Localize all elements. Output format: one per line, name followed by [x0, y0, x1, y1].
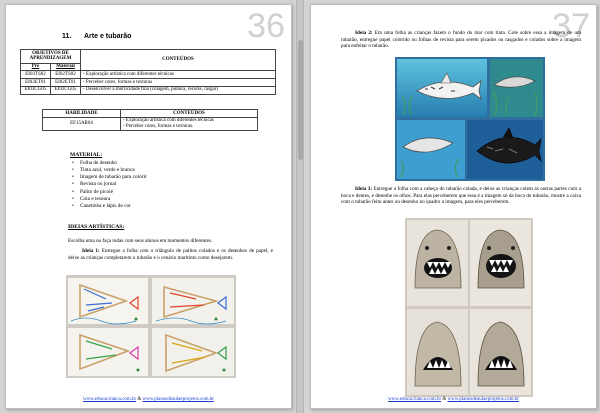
painted-sharks-image	[395, 57, 545, 181]
section-title-text: Arte e tubarão	[84, 33, 132, 40]
contents-header: CONTEÚDOS	[81, 50, 276, 71]
page-36	[5, 4, 292, 409]
material-title: MATERIAL:	[70, 152, 103, 158]
skill-code: EF15AR04	[43, 117, 121, 131]
material-header: Material	[51, 63, 81, 71]
skill-content-line: - Exploração artística com diferentes técnicas	[123, 118, 214, 124]
pre-header: Pré	[21, 63, 51, 71]
page-footer	[6, 397, 291, 402]
table-row	[21, 86, 276, 94]
list-item: • Cola e tesoura	[80, 196, 147, 203]
table-row	[43, 117, 258, 131]
idea-1-label: Ideia 1:	[82, 248, 100, 254]
idea-2-text: Em uma folha as crianças fazem o fundo do mar com tinta. Cole sobre essa a imagem de um tubarão, entregue papel colorido ou folhas de revista para serem picados ou rasgados e colados sobre a imagem para enfeitar o tubarão.	[341, 30, 582, 49]
list-item: • Imagem de tubarão para colorir	[80, 174, 147, 181]
footer-link-educacrianca[interactable]: www.educacrianca.com.br	[388, 397, 442, 402]
footer-link-planosdeaula[interactable]: www.planosdeaulaeprojetos.com.br	[447, 397, 519, 402]
idea-3-photo	[405, 218, 533, 397]
list-item: • Palito de picolé	[80, 189, 147, 196]
page-37	[310, 4, 597, 409]
table-cell: - Perceber cores, formas e texturas	[81, 79, 276, 87]
skill-contents	[121, 117, 258, 131]
section-number: 11.	[62, 33, 72, 40]
skill-content-line: - Perceber cores, formas e texturas.	[123, 124, 194, 129]
idea-2-photo	[395, 57, 545, 181]
footer-link-educacrianca[interactable]: www.educacrianca.com.br	[83, 397, 137, 402]
table-row	[21, 79, 276, 87]
idea-3-paragraph	[341, 186, 581, 206]
section-title	[62, 33, 131, 40]
ideas-title: IDEIAS ARTÍSTICAS:	[68, 224, 125, 230]
table-cell: EI03TS02	[21, 71, 51, 79]
table-cell: EI02ET01	[51, 79, 81, 87]
table-cell: EI03CG05	[21, 86, 51, 94]
idea-3-label: Ideia 3:	[355, 186, 373, 192]
idea-1-text: Entregue a folha com o triângulo de palitos colados e os desenhos de papel, e deixe as crianças completarem o tubarão e o cenário marítimo como desejarem.	[68, 248, 273, 261]
list-item: • Canetinha e lápis de cor	[80, 203, 147, 210]
page-number: 37	[552, 7, 590, 45]
list-item: • Tinta azul, verde e branca	[80, 167, 147, 174]
list-item: • Revista ou jornal	[80, 181, 147, 188]
intro-text: Escolha uma ou faça todas com seus alunos em momentos diferentes.	[68, 238, 213, 244]
table-cell: EI03ET01	[21, 79, 51, 87]
table-cell: - Desenvolver a motricidade fina (colagem, pintura, recorte, rasgar)	[81, 86, 276, 94]
objectives-table	[20, 49, 276, 95]
table-cell: EI02TS02	[51, 71, 81, 79]
material-list	[70, 160, 147, 211]
shark-artworks-image	[66, 275, 236, 378]
table-cell: EI02CG05	[51, 86, 81, 94]
idea-1-paragraph	[68, 248, 273, 261]
material-section	[70, 152, 147, 211]
footer-separator: &	[137, 397, 142, 402]
footer-link-planosdeaula[interactable]: www.planosdeaulaeprojetos.com.br	[142, 397, 214, 402]
list-item: • Folha de desenho	[80, 160, 147, 167]
idea-2-paragraph	[341, 30, 581, 50]
table-row	[21, 71, 276, 79]
idea-1-photo	[66, 275, 236, 378]
footer-separator: &	[442, 397, 447, 402]
skill-contents-header: CONTEÚDOS	[121, 110, 258, 118]
viewer-scrollbar[interactable]	[296, 0, 304, 413]
idea-2-label: Ideia 2:	[355, 30, 373, 36]
idea-3-text: Entregue a folha com a cabeça do tubarão colada, e deixe as crianças colem as outras partes com a boca e dentes, e desenhe os olhos. Para elas perceberem que essa é a imagem só da boca do tubarão, mostre a caixa com o tubarão feito antes ou desenho no quadro a imagem, para eles perceberem.	[341, 186, 581, 205]
objectives-header: OBJETIVOS DE APRENDIZAGEM	[21, 50, 81, 64]
shark-mouths-image	[405, 218, 533, 397]
scrollbar-thumb[interactable]	[298, 40, 303, 160]
skill-header: HABILIDADE	[43, 110, 121, 118]
page-number: 36	[247, 7, 285, 45]
page-footer	[311, 397, 596, 402]
skills-table	[42, 109, 258, 131]
table-cell: - Exploração artística com diferentes técnicas	[81, 71, 276, 79]
